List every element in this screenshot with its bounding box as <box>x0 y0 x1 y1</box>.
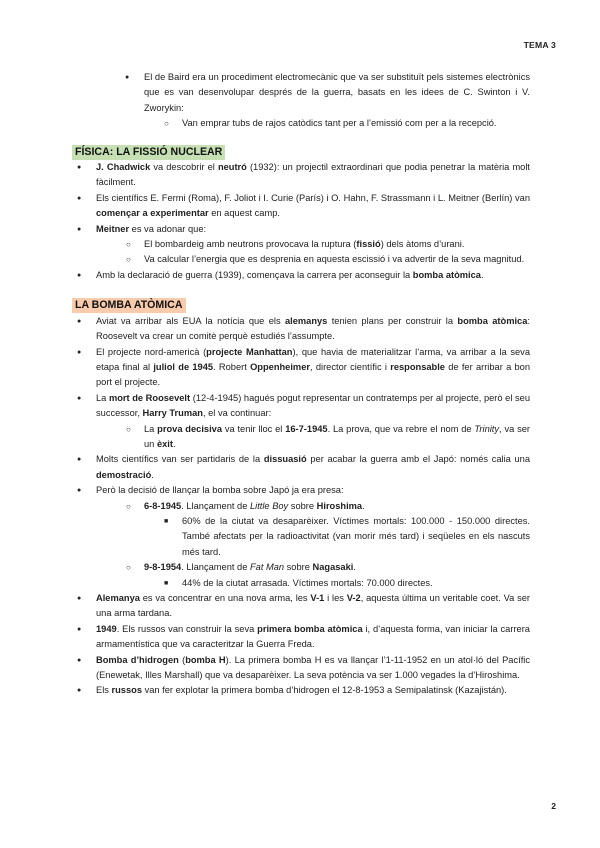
text-segment: primera bomba atòmica <box>257 623 363 634</box>
list-item <box>144 422 530 453</box>
text-segment: J. Chadwick <box>96 162 151 173</box>
text-segment: sobre <box>288 500 317 511</box>
text-segment: prova decisiva <box>157 423 223 434</box>
text-segment: , director científic i <box>310 361 391 372</box>
list-item <box>96 683 530 698</box>
text-segment: Fat Man <box>249 562 285 573</box>
text-segment: 16-7-1945 <box>285 423 328 434</box>
text-segment: Alemanya <box>96 593 140 603</box>
text-segment: El de Baird era un procediment electromecànic que va ser substituït pels sistemes electrònics que es van desenvolupar després de la guerra, basats en les idees de C. Swinton i V. Zworykin: <box>144 72 530 113</box>
text-segment: dissuasió <box>263 454 307 465</box>
section-bomba-atomica <box>70 298 530 699</box>
text-segment: de fer arribar a bon port el projecte. <box>96 361 531 388</box>
text-segment: . <box>480 269 484 280</box>
text-segment: Va calcular l’energia que es desprenia en aquesta escissió i va advertir de la seva magnitud. <box>144 254 525 265</box>
text-segment: juliol de 1945 <box>153 361 214 372</box>
list-item <box>144 70 530 116</box>
text-segment: Els científics E. Fermi (Roma), F. Joliot i I. Curie (París) i O. Hahn, F. Strassmann i L. Meitner (Berlín) van <box>96 192 530 203</box>
list-item <box>96 391 530 422</box>
list-item <box>96 653 530 684</box>
text-segment: ( <box>178 654 186 665</box>
text-segment: i, d’aquesta forma, van iniciar la carrera armamentística que va caracteritzar la Guerra Freda. <box>96 623 530 650</box>
text-segment: , el va continuar: <box>202 408 272 419</box>
text-segment: . Robert <box>213 361 251 372</box>
text-segment: Hiroshima <box>316 500 363 511</box>
list-item <box>144 252 530 267</box>
text-segment: 44% de la ciutat arrasada. Víctimes mortals: 70.000 directes. <box>182 577 433 588</box>
text-segment: 9-8-1954 <box>144 562 182 573</box>
page-header: TEMA 3 <box>523 40 556 50</box>
text-segment: per acabar la guerra amb el Japó: només calia una <box>306 454 530 465</box>
text-segment: fissió <box>356 239 381 250</box>
text-segment: Nagasaki <box>312 562 354 573</box>
text-segment: Little Boy <box>249 500 289 511</box>
text-segment: Però la decisió de llançar la bomba sobre Japó ja era presa: <box>96 485 344 496</box>
text-segment: El bombardeig amb neutrons provocava la ruptura ( <box>144 239 357 250</box>
text-segment: van fer explotar la primera bomba d’hidrogen el 12-8-1953 a Semipalatinsk (Kazajistán). <box>142 685 507 696</box>
list-item <box>96 345 530 391</box>
text-segment: Els <box>96 685 112 696</box>
text-segment: (12-4-1945) hagués pogut representar un contratemps per al projecte, però el seu successor, <box>96 392 530 419</box>
text-segment: Trinity <box>474 423 500 434</box>
text-segment: en aquest camp. <box>208 208 280 219</box>
text-segment: Oppenheimer <box>250 361 310 372</box>
text-segment: èxit <box>156 438 173 449</box>
text-segment: es va adonar que: <box>129 223 207 234</box>
text-segment: . <box>353 562 356 573</box>
text-segment: ). La primera bomba H es va llançar l’1-11-1952 en un atol·ló del Pacífic (Enewetak, Illes Marshall) que va desaparèixer. La seva potència va ser 1.000 vegades la d’Hiroshima. <box>96 654 530 681</box>
document-body <box>70 70 530 699</box>
list-item <box>96 191 530 222</box>
text-segment: Van emprar tubs de rajos catòdics tant per a l’emissió com per a la recepció. <box>182 118 497 129</box>
text-segment: , va ser un <box>144 423 530 449</box>
text-segment: mort de Roosevelt <box>108 392 191 403</box>
text-segment: demostració <box>96 469 152 480</box>
text-segment: ) dels àtoms d’urani. <box>380 239 465 250</box>
list-item <box>144 499 530 514</box>
text-segment: Molts científics van ser partidaris de la <box>96 454 264 465</box>
list-item <box>182 116 530 131</box>
text-segment: La <box>144 423 158 434</box>
text-segment: . <box>362 500 365 511</box>
text-segment: . Els russos van construir la seva <box>116 623 258 634</box>
list-item <box>96 268 530 283</box>
text-segment: i les <box>324 593 347 603</box>
list-item <box>144 237 530 252</box>
list-item <box>96 222 530 237</box>
text-segment: es va concentrar en una nova arma, les <box>139 593 311 603</box>
text-segment: . La prova, que va rebre el nom de <box>327 423 475 434</box>
list-item <box>96 452 530 483</box>
text-segment: . <box>172 438 176 449</box>
section-list <box>70 314 530 699</box>
text-segment: . Llançament de <box>181 562 250 573</box>
text-segment: La <box>96 392 109 403</box>
intro-list <box>70 70 530 132</box>
text-segment: El projecte nord-americà ( <box>96 346 207 357</box>
text-segment: projecte Manhattan <box>206 346 293 357</box>
list-item <box>96 483 530 498</box>
list-item <box>96 591 530 622</box>
text-segment: sobre <box>284 562 313 573</box>
text-segment: Aviat va arribar als EUA la notícia que els <box>96 315 285 326</box>
text-segment: 6-8-1945 <box>144 500 182 511</box>
text-segment: Meitner <box>96 223 130 234</box>
list-item <box>96 160 530 191</box>
text-segment: : Roosevelt va crear un comitè perquè estudiés l’assumpte. <box>96 315 530 342</box>
list-item <box>182 576 530 591</box>
text-segment: tenien plans per construir la <box>327 315 458 326</box>
text-segment: V-2 <box>346 593 361 603</box>
text-segment: començar a experimentar <box>96 208 209 219</box>
text-segment: 60% de la ciutat va desaparèixer. Víctimes mortals: 100.000 - 150.000 directes. També afectats per la radioactivitat (van morir més tard) i seqüeles en els nascuts més tard. <box>182 515 530 557</box>
text-segment: Amb la declaració de guerra (1939), començava la carrera per aconseguir la <box>96 269 413 280</box>
list-item <box>144 560 530 575</box>
text-segment: . Llançament de <box>181 500 250 511</box>
section-list <box>70 160 530 283</box>
section-title: FÍSICA: LA FISSIÓ NUCLEAR <box>72 145 225 160</box>
list-item <box>182 514 530 560</box>
text-segment: bomba atòmica <box>412 269 481 280</box>
text-segment: ), que havia de materialitzar l’arma, va arribar a la seva etapa final al <box>96 346 531 372</box>
text-segment: russos <box>111 685 142 696</box>
text-segment: 1949 <box>96 623 117 634</box>
text-segment: bomba atòmica <box>457 315 528 326</box>
list-item <box>96 622 530 653</box>
text-segment: va descobrir el <box>150 162 218 173</box>
text-segment: va tenir lloc el <box>222 423 286 434</box>
section-title: LA BOMBA ATÒMICA <box>72 298 186 313</box>
text-segment: Harry Truman <box>142 408 203 419</box>
text-segment: responsable <box>390 361 445 372</box>
text-segment: , aquesta última un veritable coet. Va ser una arma tardana. <box>96 593 530 619</box>
text-segment: . <box>151 469 154 480</box>
text-segment: (1932): un projectil extraordinari que podia penetrar la matèria molt fàcilment. <box>96 162 531 188</box>
text-segment: Bomba d’hidrogen <box>96 654 179 665</box>
section-fissio-nuclear <box>70 145 530 284</box>
text-segment: bomba H <box>185 654 226 665</box>
page-number: 2 <box>551 801 556 811</box>
text-segment: neutró <box>217 162 247 173</box>
text-segment: alemanys <box>284 315 328 326</box>
list-item <box>96 314 530 345</box>
text-segment: V-1 <box>310 593 325 603</box>
